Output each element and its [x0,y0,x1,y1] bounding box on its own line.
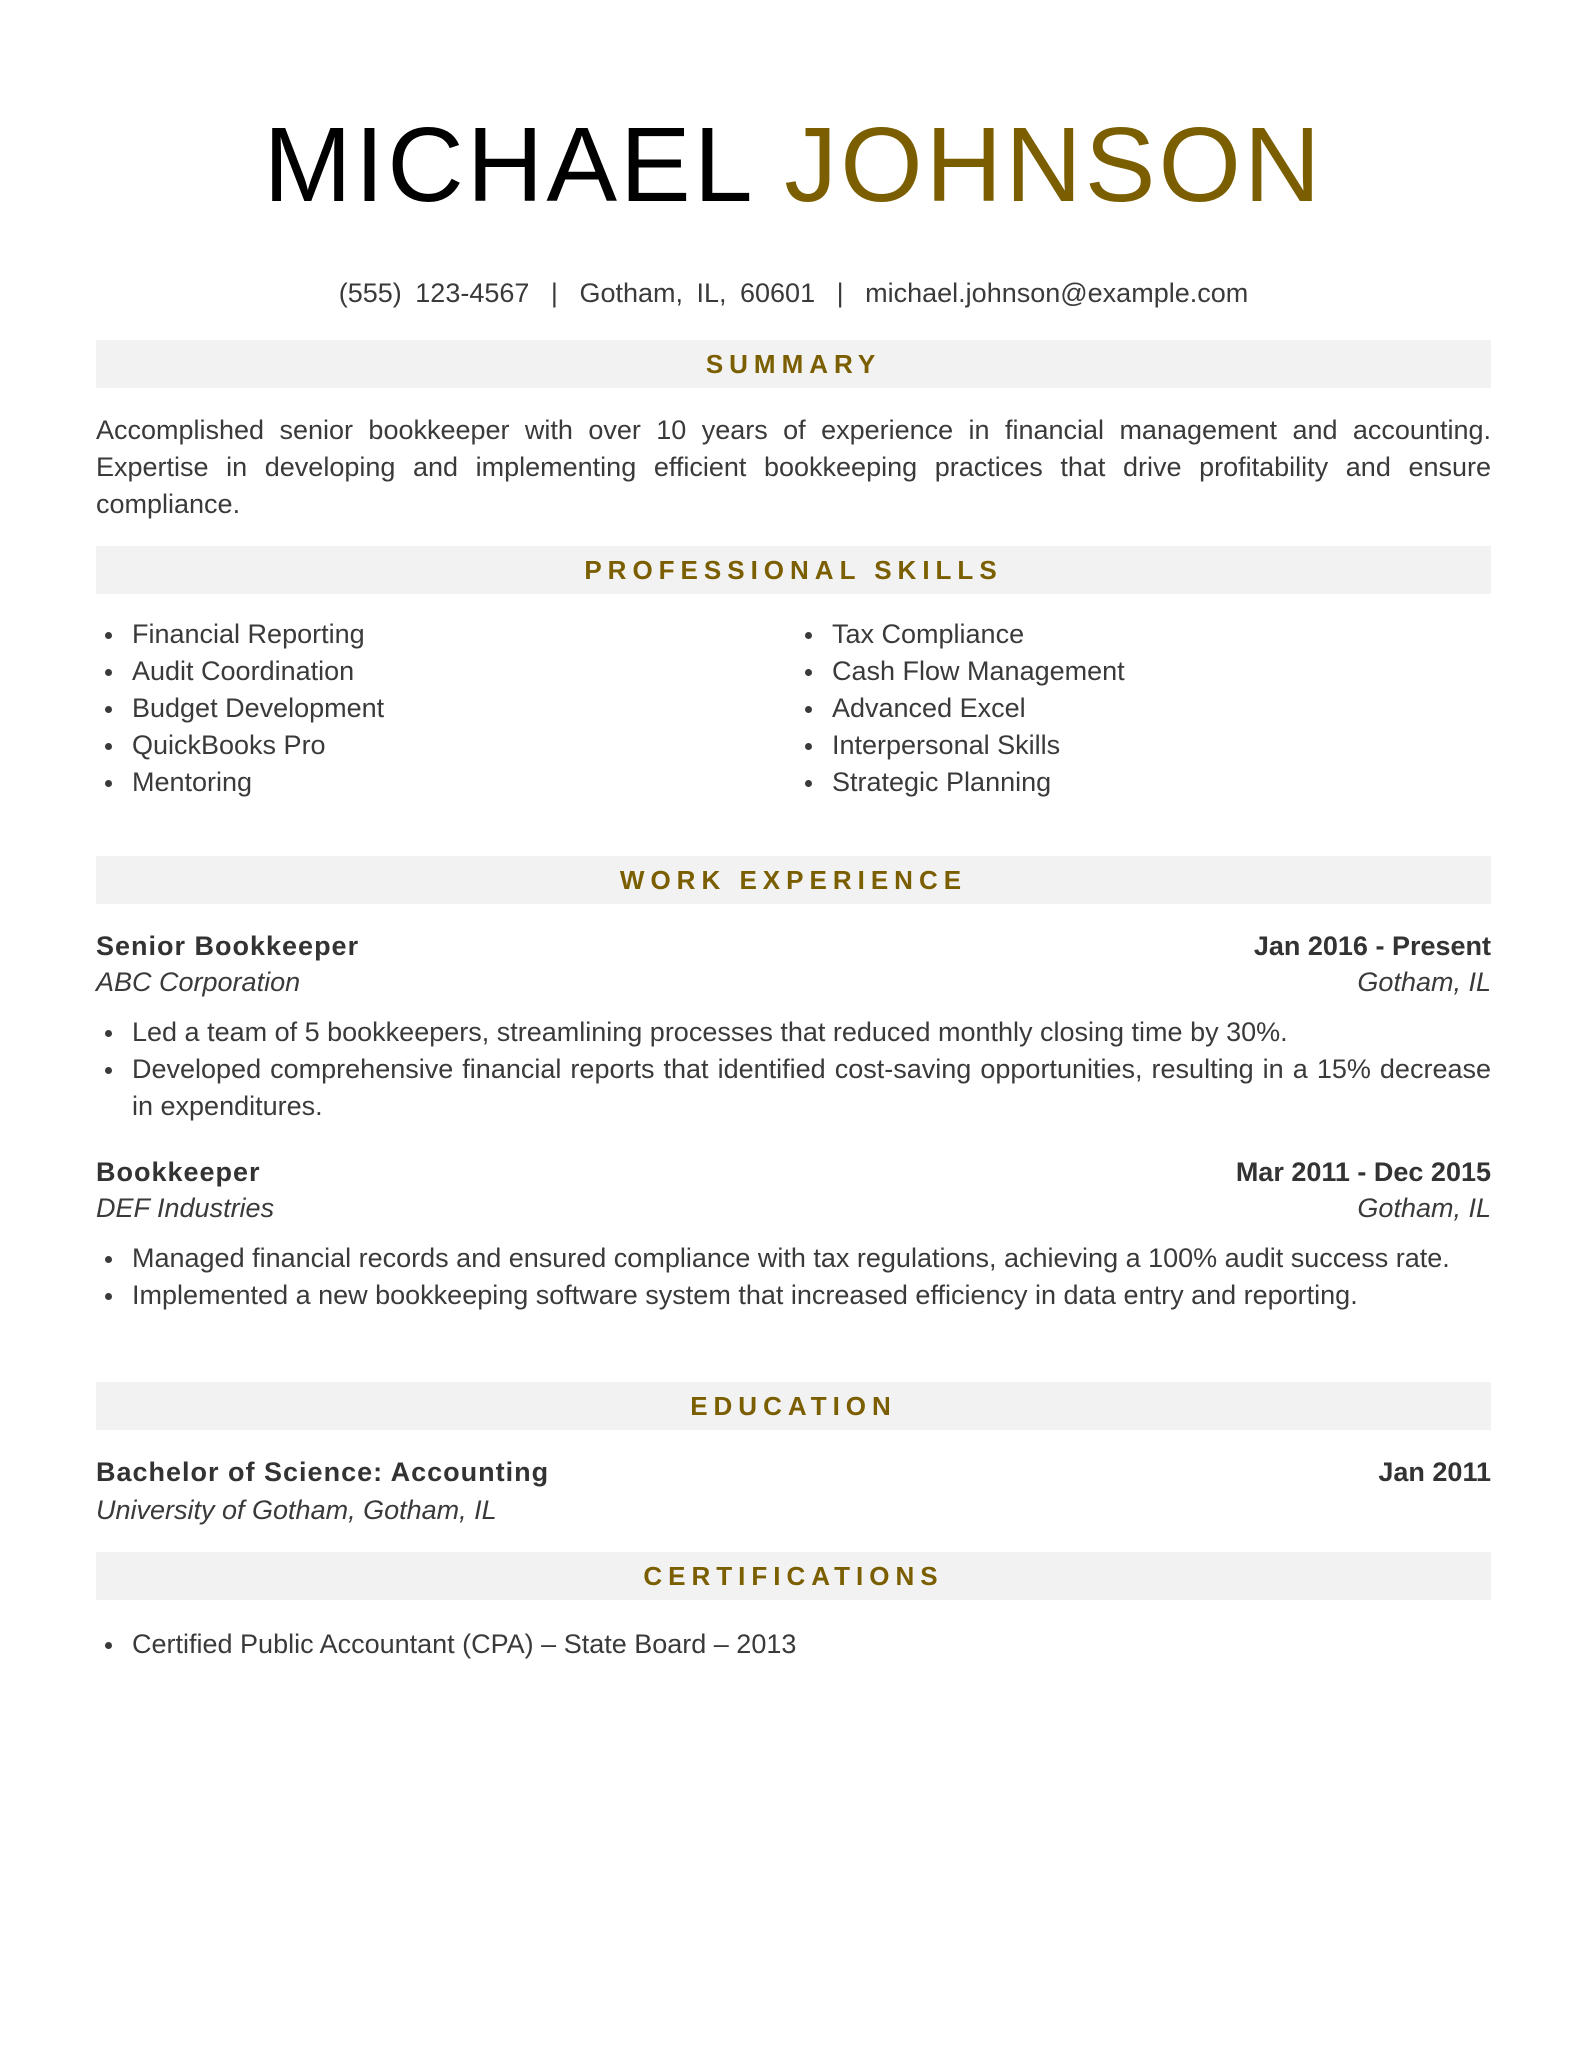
certification-item: Certified Public Accountant (CPA) – State Board – 2013 [96,1626,1491,1663]
job-bullets [96,1240,1491,1314]
skill-item: Advanced Excel [796,690,1396,727]
job-location: Gotham, IL [1357,1193,1491,1223]
phone: (555) 123-4567 [338,278,530,308]
job-bullet: Implemented a new bookkeeping software system that increased efficiency in data entry and reporting. [96,1277,1491,1314]
job-title: Bookkeeper [96,1157,261,1187]
first-name: MICHAEL [263,106,752,224]
skills-left-column [96,616,696,801]
job-dates: Jan 2016 - Present [1253,931,1491,961]
summary-text: Accomplished senior bookkeeper with over 10 years of experience in financial management and accounting. Expertise in developing and implementing efficient bookkeeping practices that drive profitability and ensure compliance. [96,415,1491,519]
skill-item: Cash Flow Management [796,653,1396,690]
job-subheader [96,964,1491,1001]
section-heading-skills: PROFESSIONAL SKILLS [96,546,1491,594]
email: michael.johnson@example.com [865,278,1249,308]
job-bullets [96,1014,1491,1125]
degree: Bachelor of Science: Accounting [96,1457,550,1487]
skill-item: QuickBooks Pro [96,727,696,764]
section-heading-summary: SUMMARY [96,340,1491,388]
contact-separator: | [550,278,558,308]
skill-item: Interpersonal Skills [796,727,1396,764]
job-title: Senior Bookkeeper [96,931,360,961]
education-date: Jan 2011 [1378,1457,1491,1487]
section-heading-certifications: CERTIFICATIONS [96,1552,1491,1600]
job-location: Gotham, IL [1357,967,1491,997]
skill-item: Budget Development [96,690,696,727]
skill-item: Mentoring [96,764,696,801]
school: University of Gotham, Gotham, IL [96,1495,497,1525]
last-name: JOHNSON [784,106,1324,224]
education-header [96,1454,1491,1491]
section-heading-education: EDUCATION [96,1382,1491,1430]
job-bullet: Managed financial records and ensured compliance with tax regulations, achieving a 100% audit success rate. [96,1240,1491,1277]
section-heading-experience: WORK EXPERIENCE [96,856,1491,904]
job-dates: Mar 2011 - Dec 2015 [1235,1157,1491,1187]
job-company: DEF Industries [96,1193,275,1223]
skill-item: Audit Coordination [96,653,696,690]
job-bullet: Developed comprehensive financial reports that identified cost-saving opportunities, resulting in a 15% decrease in expenditures. [96,1051,1491,1125]
skill-item: Strategic Planning [796,764,1396,801]
job-subheader [96,1190,1491,1227]
location: Gotham, IL, 60601 [579,278,816,308]
skills-right-column [796,616,1396,801]
job-company: ABC Corporation [96,967,301,997]
contact-separator: | [836,278,844,308]
job-bullet: Led a team of 5 bookkeepers, streamlining processes that reduced monthly closing time by 30%. [96,1014,1491,1051]
education-subheader [96,1492,1491,1529]
job-header [96,1154,1491,1191]
skill-item: Tax Compliance [796,616,1396,653]
job-header [96,928,1491,965]
candidate-name [96,106,1491,224]
certifications-list [96,1626,1491,1663]
skill-item: Financial Reporting [96,616,696,653]
contact-line [96,278,1491,309]
